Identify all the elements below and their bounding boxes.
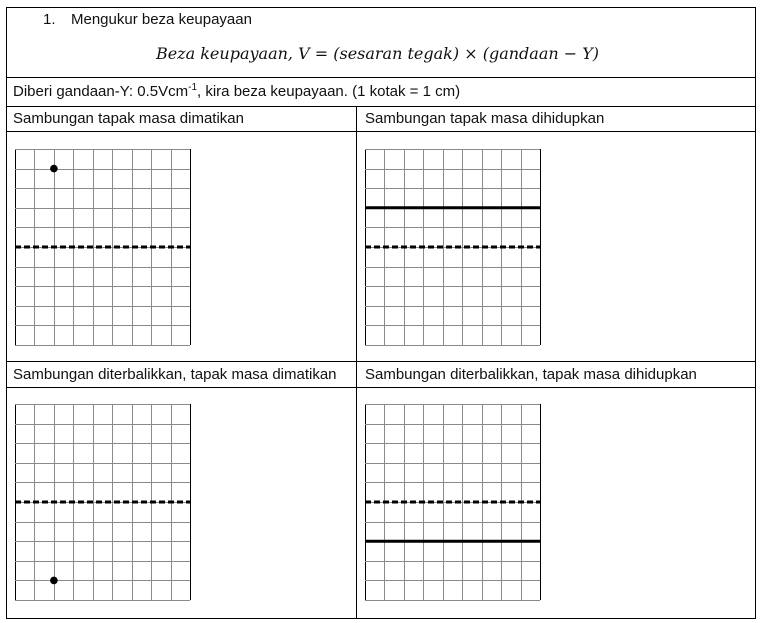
grid-svg <box>15 149 190 345</box>
formula-times: × <box>464 44 478 63</box>
table-divider-row2 <box>6 361 756 362</box>
grid-svg <box>365 149 540 345</box>
formula <box>0 44 755 63</box>
grid-svg <box>15 404 190 600</box>
instruction-main: Diberi gandaan-Y: 0.5Vcm <box>13 83 189 100</box>
oscilloscope-screen-4 <box>365 404 540 600</box>
instruction-tail: , kira beza keupayaan. (1 kotak = 1 cm) <box>197 83 461 100</box>
item-number: 1. <box>43 11 56 28</box>
formula-term1: (sesaran tegak) <box>333 44 460 63</box>
formula-equals: = <box>314 44 329 63</box>
table-border-left <box>6 7 7 619</box>
instruction-text <box>13 83 460 101</box>
oscilloscope-screen-3 <box>15 404 190 600</box>
trace-dot <box>50 577 58 585</box>
panel-label-1: Sambungan tapak masa dimatikan <box>13 110 244 127</box>
table-divider-instruction <box>6 106 756 107</box>
table-border-right <box>755 7 756 619</box>
panel-label-2: Sambungan tapak masa dihidupkan <box>365 110 605 127</box>
instruction-superscript: -1 <box>188 82 198 93</box>
trace-dot <box>50 165 58 173</box>
table-divider-header-row1 <box>6 131 756 132</box>
panel-label-3: Sambungan diterbalikkan, tapak masa dimatikan <box>13 366 337 383</box>
formula-term2: (gandaan − Y) <box>482 44 600 63</box>
table-border-bottom <box>6 618 756 619</box>
oscilloscope-screen-2 <box>365 149 540 345</box>
oscilloscope-screen-1 <box>15 149 190 345</box>
table-divider-header-row2 <box>6 387 756 388</box>
grid-svg <box>365 404 540 600</box>
section-title: Mengukur beza keupayaan <box>71 11 252 28</box>
table-column-divider <box>356 106 357 619</box>
table-divider-formula <box>6 77 756 78</box>
table-border-top <box>6 7 756 8</box>
formula-lhs: Beza keupayaan, V <box>155 44 310 63</box>
panel-label-4: Sambungan diterbalikkan, tapak masa dihidupkan <box>365 366 697 383</box>
